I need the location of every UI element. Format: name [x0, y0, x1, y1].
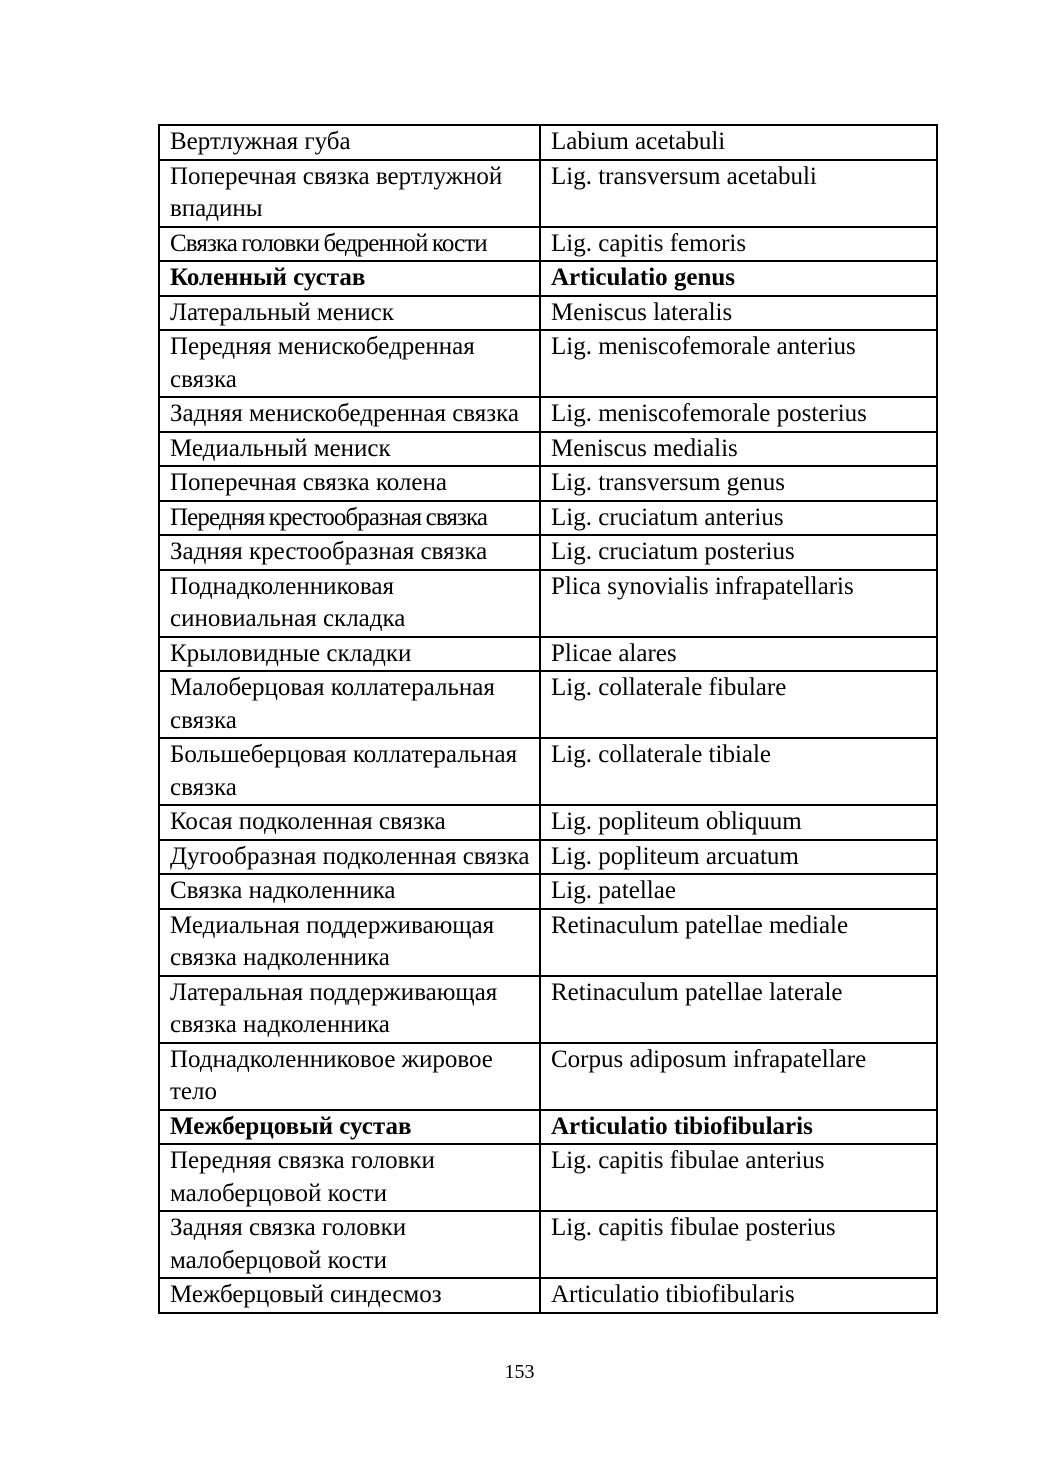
latin-term: Lig. meniscofemorale posterius	[540, 397, 937, 432]
table-row	[159, 1043, 937, 1110]
latin-term: Labium acetabuli	[540, 125, 937, 160]
table-row	[159, 840, 937, 875]
section-header-row	[159, 1110, 937, 1145]
russian-term: Латеральный мениск	[159, 296, 540, 331]
russian-term: Задняя менискобедренная связка	[159, 397, 540, 432]
table-row	[159, 397, 937, 432]
latin-term: Lig. patellae	[540, 874, 937, 909]
table-row	[159, 125, 937, 160]
latin-term: Articulatio tibiofibularis	[540, 1278, 937, 1313]
terminology-table	[158, 124, 938, 1314]
table-row	[159, 874, 937, 909]
russian-term: Медиальный мениск	[159, 432, 540, 467]
russian-term: Задняя крестообразная связка	[159, 535, 540, 570]
latin-term: Lig. capitis fibulae posterius	[540, 1211, 937, 1278]
russian-term: Межберцовый синдесмоз	[159, 1278, 540, 1313]
russian-term: Медиальная поддерживающая связка надколенника	[159, 909, 540, 976]
table-row	[159, 805, 937, 840]
table-row	[159, 738, 937, 805]
table-row	[159, 671, 937, 738]
russian-term: Передняя связка головки малоберцовой кости	[159, 1144, 540, 1211]
table-row	[159, 432, 937, 467]
russian-term: Связка надколенника	[159, 874, 540, 909]
table-row	[159, 1144, 937, 1211]
latin-term: Plica synovialis infrapatellaris	[540, 570, 937, 637]
section-title-latin: Articulatio genus	[540, 261, 937, 296]
table-row	[159, 570, 937, 637]
latin-term: Retinaculum patellae mediale	[540, 909, 937, 976]
russian-term: Малоберцовая коллатеральная связка	[159, 671, 540, 738]
latin-term: Meniscus medialis	[540, 432, 937, 467]
latin-term: Lig. transversum acetabuli	[540, 160, 937, 227]
latin-term: Lig. collaterale fibulare	[540, 671, 937, 738]
latin-term: Lig. cruciatum posterius	[540, 535, 937, 570]
latin-term: Plicae alares	[540, 637, 937, 672]
latin-term: Lig. popliteum obliquum	[540, 805, 937, 840]
latin-term: Lig. capitis fibulae anterius	[540, 1144, 937, 1211]
section-title-latin: Articulatio tibiofibularis	[540, 1110, 937, 1145]
russian-term: Передняя менискобедренная связка	[159, 330, 540, 397]
russian-term: Латеральная поддерживающая связка надколенника	[159, 976, 540, 1043]
table-row	[159, 535, 937, 570]
latin-term: Lig. cruciatum anterius	[540, 501, 937, 536]
russian-term: Задняя связка головки малоберцовой кости	[159, 1211, 540, 1278]
table-row	[159, 1211, 937, 1278]
latin-term: Lig. collaterale tibiale	[540, 738, 937, 805]
latin-term: Lig. popliteum arcuatum	[540, 840, 937, 875]
table-row	[159, 501, 937, 536]
russian-term: Вертлужная губа	[159, 125, 540, 160]
russian-term: Поперечная связка колена	[159, 466, 540, 501]
russian-term: Поднадколенниковое жировое тело	[159, 1043, 540, 1110]
russian-term: Дугообразная подколенная связка	[159, 840, 540, 875]
table-row	[159, 909, 937, 976]
page-number: 153	[504, 1361, 535, 1383]
section-title-russian: Коленный сустав	[159, 261, 540, 296]
russian-term: Крыловидные складки	[159, 637, 540, 672]
russian-term: Большеберцовая коллатеральная связка	[159, 738, 540, 805]
table-row	[159, 976, 937, 1043]
russian-term: Связка головки бедренной кости	[159, 227, 540, 262]
latin-term: Lig. capitis femoris	[540, 227, 937, 262]
russian-term: Поднадколенниковая синовиальная складка	[159, 570, 540, 637]
latin-term: Lig. transversum genus	[540, 466, 937, 501]
table-row	[159, 160, 937, 227]
latin-term: Corpus adiposum infrapatellare	[540, 1043, 937, 1110]
table-row	[159, 330, 937, 397]
latin-term: Meniscus lateralis	[540, 296, 937, 331]
russian-term: Передняя крестообразная связка	[159, 501, 540, 536]
table-row	[159, 227, 937, 262]
table-row	[159, 637, 937, 672]
section-title-russian: Межберцовый сустав	[159, 1110, 540, 1145]
latin-term: Retinaculum patellae laterale	[540, 976, 937, 1043]
table-row	[159, 466, 937, 501]
russian-term: Косая подколенная связка	[159, 805, 540, 840]
section-header-row	[159, 261, 937, 296]
russian-term: Поперечная связка вертлужной впадины	[159, 160, 540, 227]
table-row	[159, 1278, 937, 1313]
table-row	[159, 296, 937, 331]
latin-term: Lig. meniscofemorale anterius	[540, 330, 937, 397]
